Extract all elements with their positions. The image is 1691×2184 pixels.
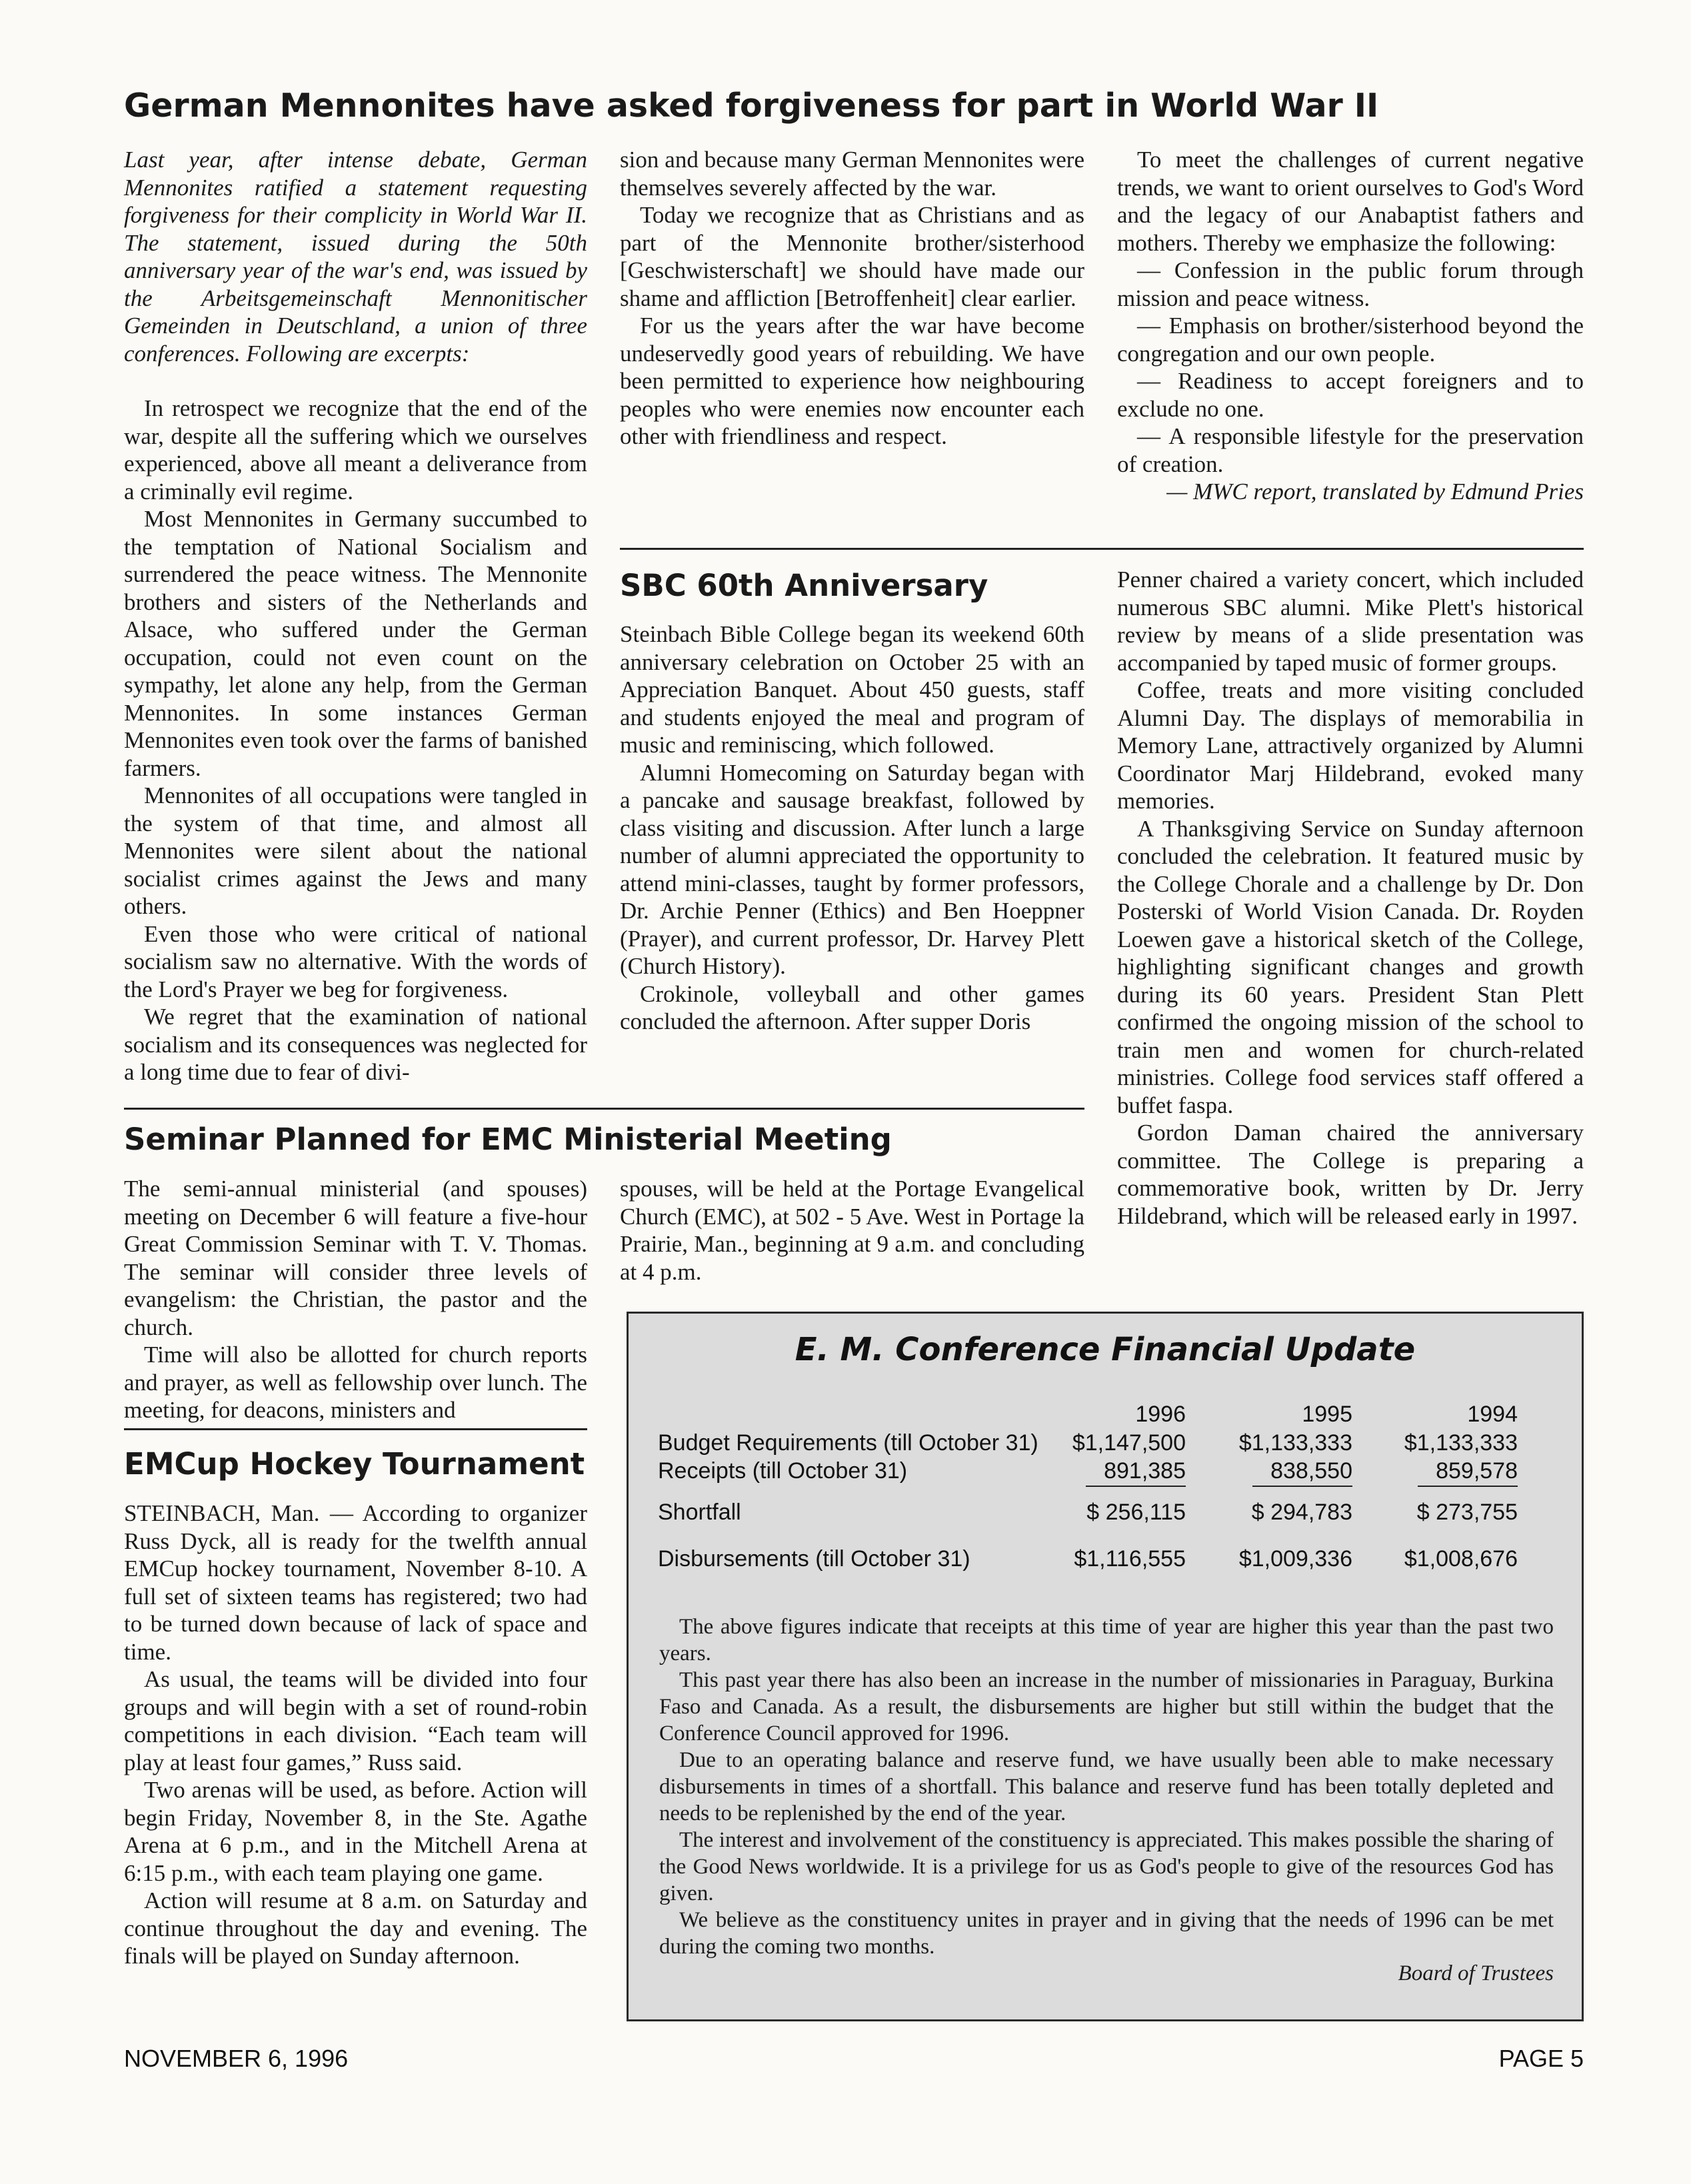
year-header: 1995 [1302, 1402, 1352, 1427]
divider [124, 1108, 1084, 1110]
row-label: Shortfall [658, 1500, 741, 1525]
paragraph: spouses, will be held at the Portage Evangelical Church (EMC), at 502 - 5 Ave. West in Portage la Prairie, Man., beginning at 9 a.m. and concluding at 4 p.m. [620, 1176, 1084, 1285]
paragraph: Due to an operating balance and reserve fund, we have usually been able to make necessary disbursements in times of a shortfall. This balance and reserve fund has been totally depleted and needs to be replenished by the end of the year. [659, 1748, 1554, 1825]
paragraph: In retrospect we recognize that the end of the war, despite all the suffering which we ourselves experienced, above all meant a deliverance from a criminally evil regime. [124, 395, 587, 505]
paragraph: A Thanksgiving Service on Sunday afternoon concluded the celebration. It featured music by the College Chorale and a challenge by Dr. Don Posterski of World Vision Canada. Dr. Royden Loewen gave a historical sketch of the College, highlighting significant changes and growth during its 60 years. President Stan Plett confirmed the ongoing mission of the school to train men and women for church-related ministries. College food services staff offered a buffet faspa. [1117, 815, 1584, 1118]
paragraph: Alumni Homecoming on Saturday began with a pancake and sausage breakfast, followed by class visiting and discussion. After lunch a large number of alumni appreciated the opportunity to attend mini-classes, taught by former professors, Dr. Archie Penner (Ethics) and Ben Hoeppner (Prayer), and current professor, Dr. Harvey Plett (Church History). [620, 759, 1084, 979]
paragraph: Today we recognize that as Christians and as part of the Mennonite brother/sisterhood [Geschwisterschaft] we should have made our shame and affliction [Betroffenheit] clear earlier. [620, 202, 1084, 311]
paragraph: Action will resume at 8 a.m. on Saturday and continue throughout the day and evening. The finals will be played on Sunday afternoon. [124, 1887, 587, 1969]
paragraph: We believe as the constituency unites in prayer and in giving that the needs of 1996 can be met during the coming two months. [659, 1908, 1554, 1959]
underline [1252, 1486, 1352, 1487]
paragraph: The above figures indicate that receipts at this time of year are higher this year than the past two years. [659, 1615, 1554, 1665]
financial-update-box [627, 1312, 1584, 2021]
paragraph: — Emphasis on brother/sisterhood beyond the congregation and our own people. [1117, 313, 1584, 367]
page-number: PAGE 5 [1498, 2045, 1584, 2072]
paragraph: This past year there has also been an increase in the number of missionaries in Paraguay, Burkina Faso and Canada. As a result, the disbursements are higher but still within the budget that the Conference Council approved for 1996. [659, 1668, 1554, 1745]
paragraph: Steinbach Bible College began its weekend 60th anniversary celebration on October 25 with an Appreciation Banquet. About 450 guests, staff and students enjoyed the meal and program of music and reminiscing, which followed. [620, 621, 1084, 758]
paragraph: — A responsible lifestyle for the preservation of creation. [1117, 423, 1584, 477]
year-header: 1994 [1467, 1402, 1518, 1427]
article3-column-1 [124, 1175, 587, 1424]
cell-value: 891,385 [1104, 1458, 1186, 1484]
article-title-emcup: EMCup Hockey Tournament [124, 1446, 585, 1482]
cell-value: 859,578 [1436, 1458, 1518, 1484]
underline [1418, 1486, 1518, 1487]
cell-value: $1,116,555 [1074, 1546, 1186, 1572]
article1-column-1 [124, 146, 587, 1086]
article-title-seminar: Seminar Planned for EMC Ministerial Meeting [124, 1122, 892, 1157]
paragraph: The interest and involvement of the constituency is appreciated. This makes possible the sharing of the Good News worldwide. It is a privilege for us as God's people to give of the resources God has given. [659, 1828, 1554, 1905]
paragraph: — Confession in the public forum through mission and peace witness. [1117, 257, 1584, 311]
cell-value: $1,009,336 [1238, 1546, 1352, 1572]
paragraph: The semi-annual ministerial (and spouses) meeting on December 6 will feature a five-hour Great Commission Seminar with T. V. Thomas. The seminar will consider three levels of evangelism: the Christian, the pastor and the church. [124, 1176, 587, 1340]
divider [124, 1428, 587, 1430]
article3-column-2 [620, 1175, 1084, 1286]
cell-value: $1,133,333 [1404, 1430, 1518, 1456]
financial-update-title: E. M. Conference Financial Update [795, 1331, 1416, 1368]
row-label: Budget Requirements (till October 31) [658, 1430, 1038, 1456]
paragraph: Most Mennonites in Germany succumbed to the temptation of National Socialism and surrendered the peace witness. The Mennonite brothers and sisters of the Netherlands and Alsace, who suffered under the German occupation, could not even count on the sympathy, let alone any help, from the German Mennonites. In some instances German Mennonites even took over the farms of banished farmers. [124, 506, 587, 781]
paragraph: — Readiness to accept foreigners and to exclude no one. [1117, 368, 1584, 422]
row-label: Disbursements (till October 31) [658, 1546, 970, 1572]
cell-value: $1,133,333 [1238, 1430, 1352, 1456]
paragraph: sion and because many German Mennonites were themselves severely affected by the war. [620, 147, 1084, 201]
paragraph: Penner chaired a variety concert, which included numerous SBC alumni. Mike Plett's historical review by means of a slide presentation was accompanied by taped music of former groups. [1117, 566, 1584, 676]
paragraph: Crokinole, volleyball and other games concluded the afternoon. After supper Doris [620, 980, 1084, 1034]
paragraph: Coffee, treats and more visiting concluded Alumni Day. The displays of memorabilia in Memory Lane, attractively organized by Alumni Coordinator Marj Hildebrand, evoked many memories. [1117, 677, 1584, 814]
cell-value: $ 256,115 [1086, 1500, 1186, 1525]
cell-value: $ 273,755 [1416, 1500, 1518, 1525]
article1-column-3 [1117, 146, 1584, 506]
paragraph: To meet the challenges of current negative trends, we want to orient ourselves to God's Word and the legacy of our Anabaptist fathers and mothers. Thereby we emphasize the following: [1117, 147, 1584, 256]
article1-intro: Last year, after intense debate, German Mennonites ratified a statement requesting forgiveness for their complicity in World War II. The statement, issued during the 50th anniversary year of the war's end, was issued by the Arbeitsgemeinschaft Mennonitischer Gemeinden in Deutschland, a union of three conferences. Following are excerpts: [124, 147, 587, 367]
paragraph: Time will also be allotted for church reports and prayer, as well as fellowship over lunch. The meeting, for deacons, ministers and [124, 1342, 587, 1423]
paragraph: Even those who were critical of national socialism saw no alternative. With the words of the Lord's Prayer we beg for forgiveness. [124, 920, 587, 1002]
board-signature: Board of Trustees [1398, 1961, 1554, 1985]
underline [1086, 1486, 1186, 1487]
paragraph: Gordon Daman chaired the anniversary committee. The College is preparing a commemorative book, written by Dr. Jerry Hildebrand, which will be released early in 1997. [1117, 1120, 1584, 1229]
cell-value: $ 294,783 [1251, 1500, 1352, 1525]
divider [620, 548, 1584, 550]
paragraph: STEINBACH, Man. — According to organizer Russ Dyck, all is ready for the twelfth annual EMCup hockey tournament, November 8-10. A full set of sixteen teams has registered; two had to be turned down because of lack of space and time. [124, 1500, 587, 1665]
paragraph: We regret that the examination of national socialism and its consequences was neglected for a long time due to fear of divi- [124, 1004, 587, 1085]
cell-value: 838,550 [1270, 1458, 1352, 1484]
cell-value: $1,147,500 [1072, 1430, 1186, 1456]
year-header: 1996 [1135, 1402, 1186, 1427]
paragraph: For us the years after the war have become undeservedly good years of rebuilding. We have been permitted to experience how neighbouring peoples who were enemies now encounter each other with friendliness and respect. [620, 313, 1084, 449]
issue-date: NOVEMBER 6, 1996 [124, 2045, 349, 2072]
financial-notes [659, 1614, 1554, 1987]
article-title-sbc-anniversary: SBC 60th Anniversary [620, 568, 988, 603]
paragraph: Two arenas will be used, as before. Action will begin Friday, November 8, in the Ste. Agathe Arena at 6 p.m., and in the Mitchell Arena at 6:15 p.m., with each team playing one game. [124, 1777, 587, 1886]
article2-column-2 [620, 620, 1084, 1036]
article2-column-3 [1117, 566, 1584, 1230]
row-label: Receipts (till October 31) [658, 1458, 908, 1484]
paragraph: As usual, the teams will be divided into four groups and will begin with a set of round-robin competitions in each division. “Each team will play at least four games,” Russ said. [124, 1666, 587, 1775]
article-title-german-mennonites: German Mennonites have asked forgiveness for part in World War II [124, 87, 1379, 125]
paragraph: Mennonites of all occupations were tangled in the system of that time, and almost all Mennonites were silent about the national socialist crimes against the Jews and many others. [124, 782, 587, 919]
article1-signature: — MWC report, translated by Edmund Pries [1166, 479, 1584, 505]
article1-column-2 [620, 146, 1084, 451]
cell-value: $1,008,676 [1404, 1546, 1518, 1572]
article4-column-1 [124, 1500, 587, 1970]
